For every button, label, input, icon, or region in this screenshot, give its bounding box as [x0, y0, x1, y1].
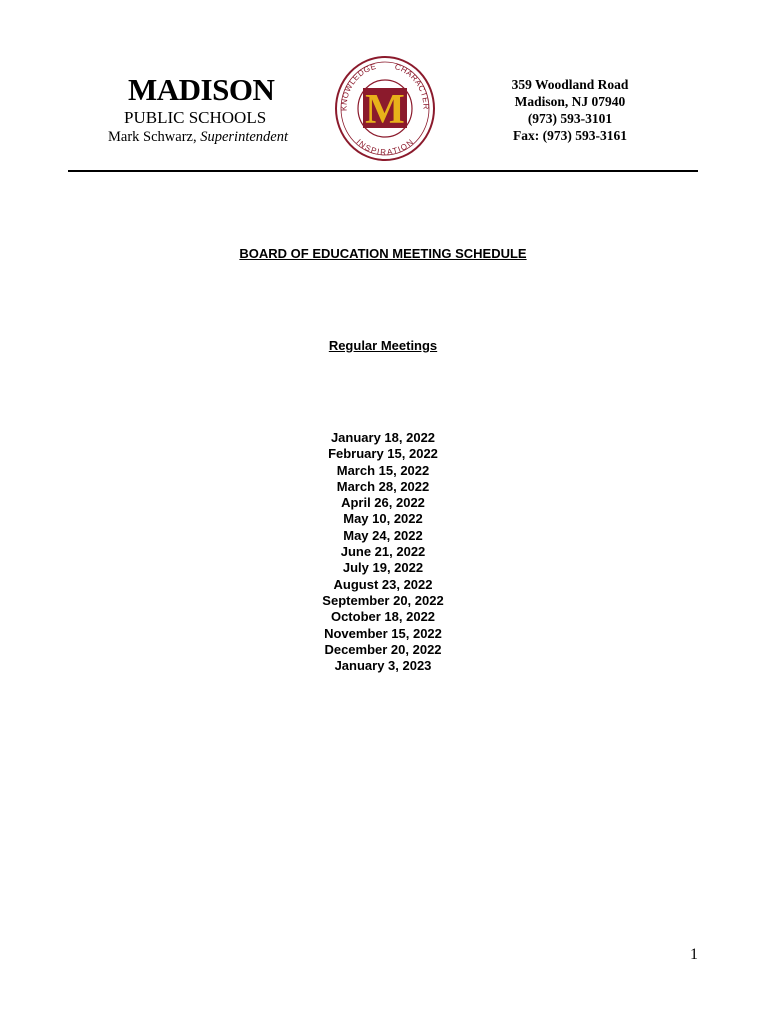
- meeting-date-list: [0, 430, 766, 674]
- meeting-date: November 15, 2022: [324, 625, 442, 641]
- meeting-date: August 23, 2022: [333, 576, 433, 592]
- superintendent-name: Mark Schwarz,: [108, 129, 201, 145]
- section-heading: Regular Meetings: [328, 338, 438, 353]
- superintendent-title: Superintendent: [200, 129, 289, 145]
- meeting-date: January 3, 2023: [334, 658, 432, 674]
- city-state-zip: Madison, NJ 07940: [514, 94, 626, 109]
- fax-number: Fax: (973) 593-3161: [513, 128, 627, 143]
- meeting-date: February 15, 2022: [328, 446, 438, 462]
- meeting-date: January 18, 2022: [330, 430, 436, 445]
- meeting-date: June 21, 2022: [340, 544, 426, 560]
- phone-number: (973) 593-3101: [527, 111, 613, 126]
- meeting-date: December 20, 2022: [324, 641, 442, 657]
- meeting-date: March 15, 2022: [336, 462, 430, 478]
- address-block: [490, 76, 650, 144]
- district-name: MADISON: [128, 72, 275, 107]
- header-divider: [68, 170, 698, 172]
- street-address: 359 Woodland Road: [511, 77, 629, 92]
- district-subtitle: PUBLIC SCHOOLS: [124, 108, 267, 127]
- meeting-date: May 24, 2022: [343, 527, 423, 543]
- superintendent-line: [108, 129, 288, 146]
- meeting-date: April 26, 2022: [341, 495, 425, 511]
- meeting-date: September 20, 2022: [322, 592, 444, 608]
- meeting-date: October 18, 2022: [330, 609, 436, 625]
- seal-word-character: CHARACTER: [393, 62, 431, 110]
- page-number: 1: [690, 946, 698, 963]
- document-title: BOARD OF EDUCATION MEETING SCHEDULE: [239, 246, 527, 261]
- seal-word-inspiration: INSPIRATION: [354, 137, 416, 157]
- meeting-date: May 10, 2022: [343, 511, 423, 527]
- meeting-date: July 19, 2022: [342, 560, 424, 576]
- seal-letter: M: [365, 87, 405, 133]
- district-seal-logo: [334, 55, 436, 162]
- meeting-date: March 28, 2022: [336, 478, 430, 494]
- seal-word-knowledge: KNOWLEDGE: [339, 61, 378, 112]
